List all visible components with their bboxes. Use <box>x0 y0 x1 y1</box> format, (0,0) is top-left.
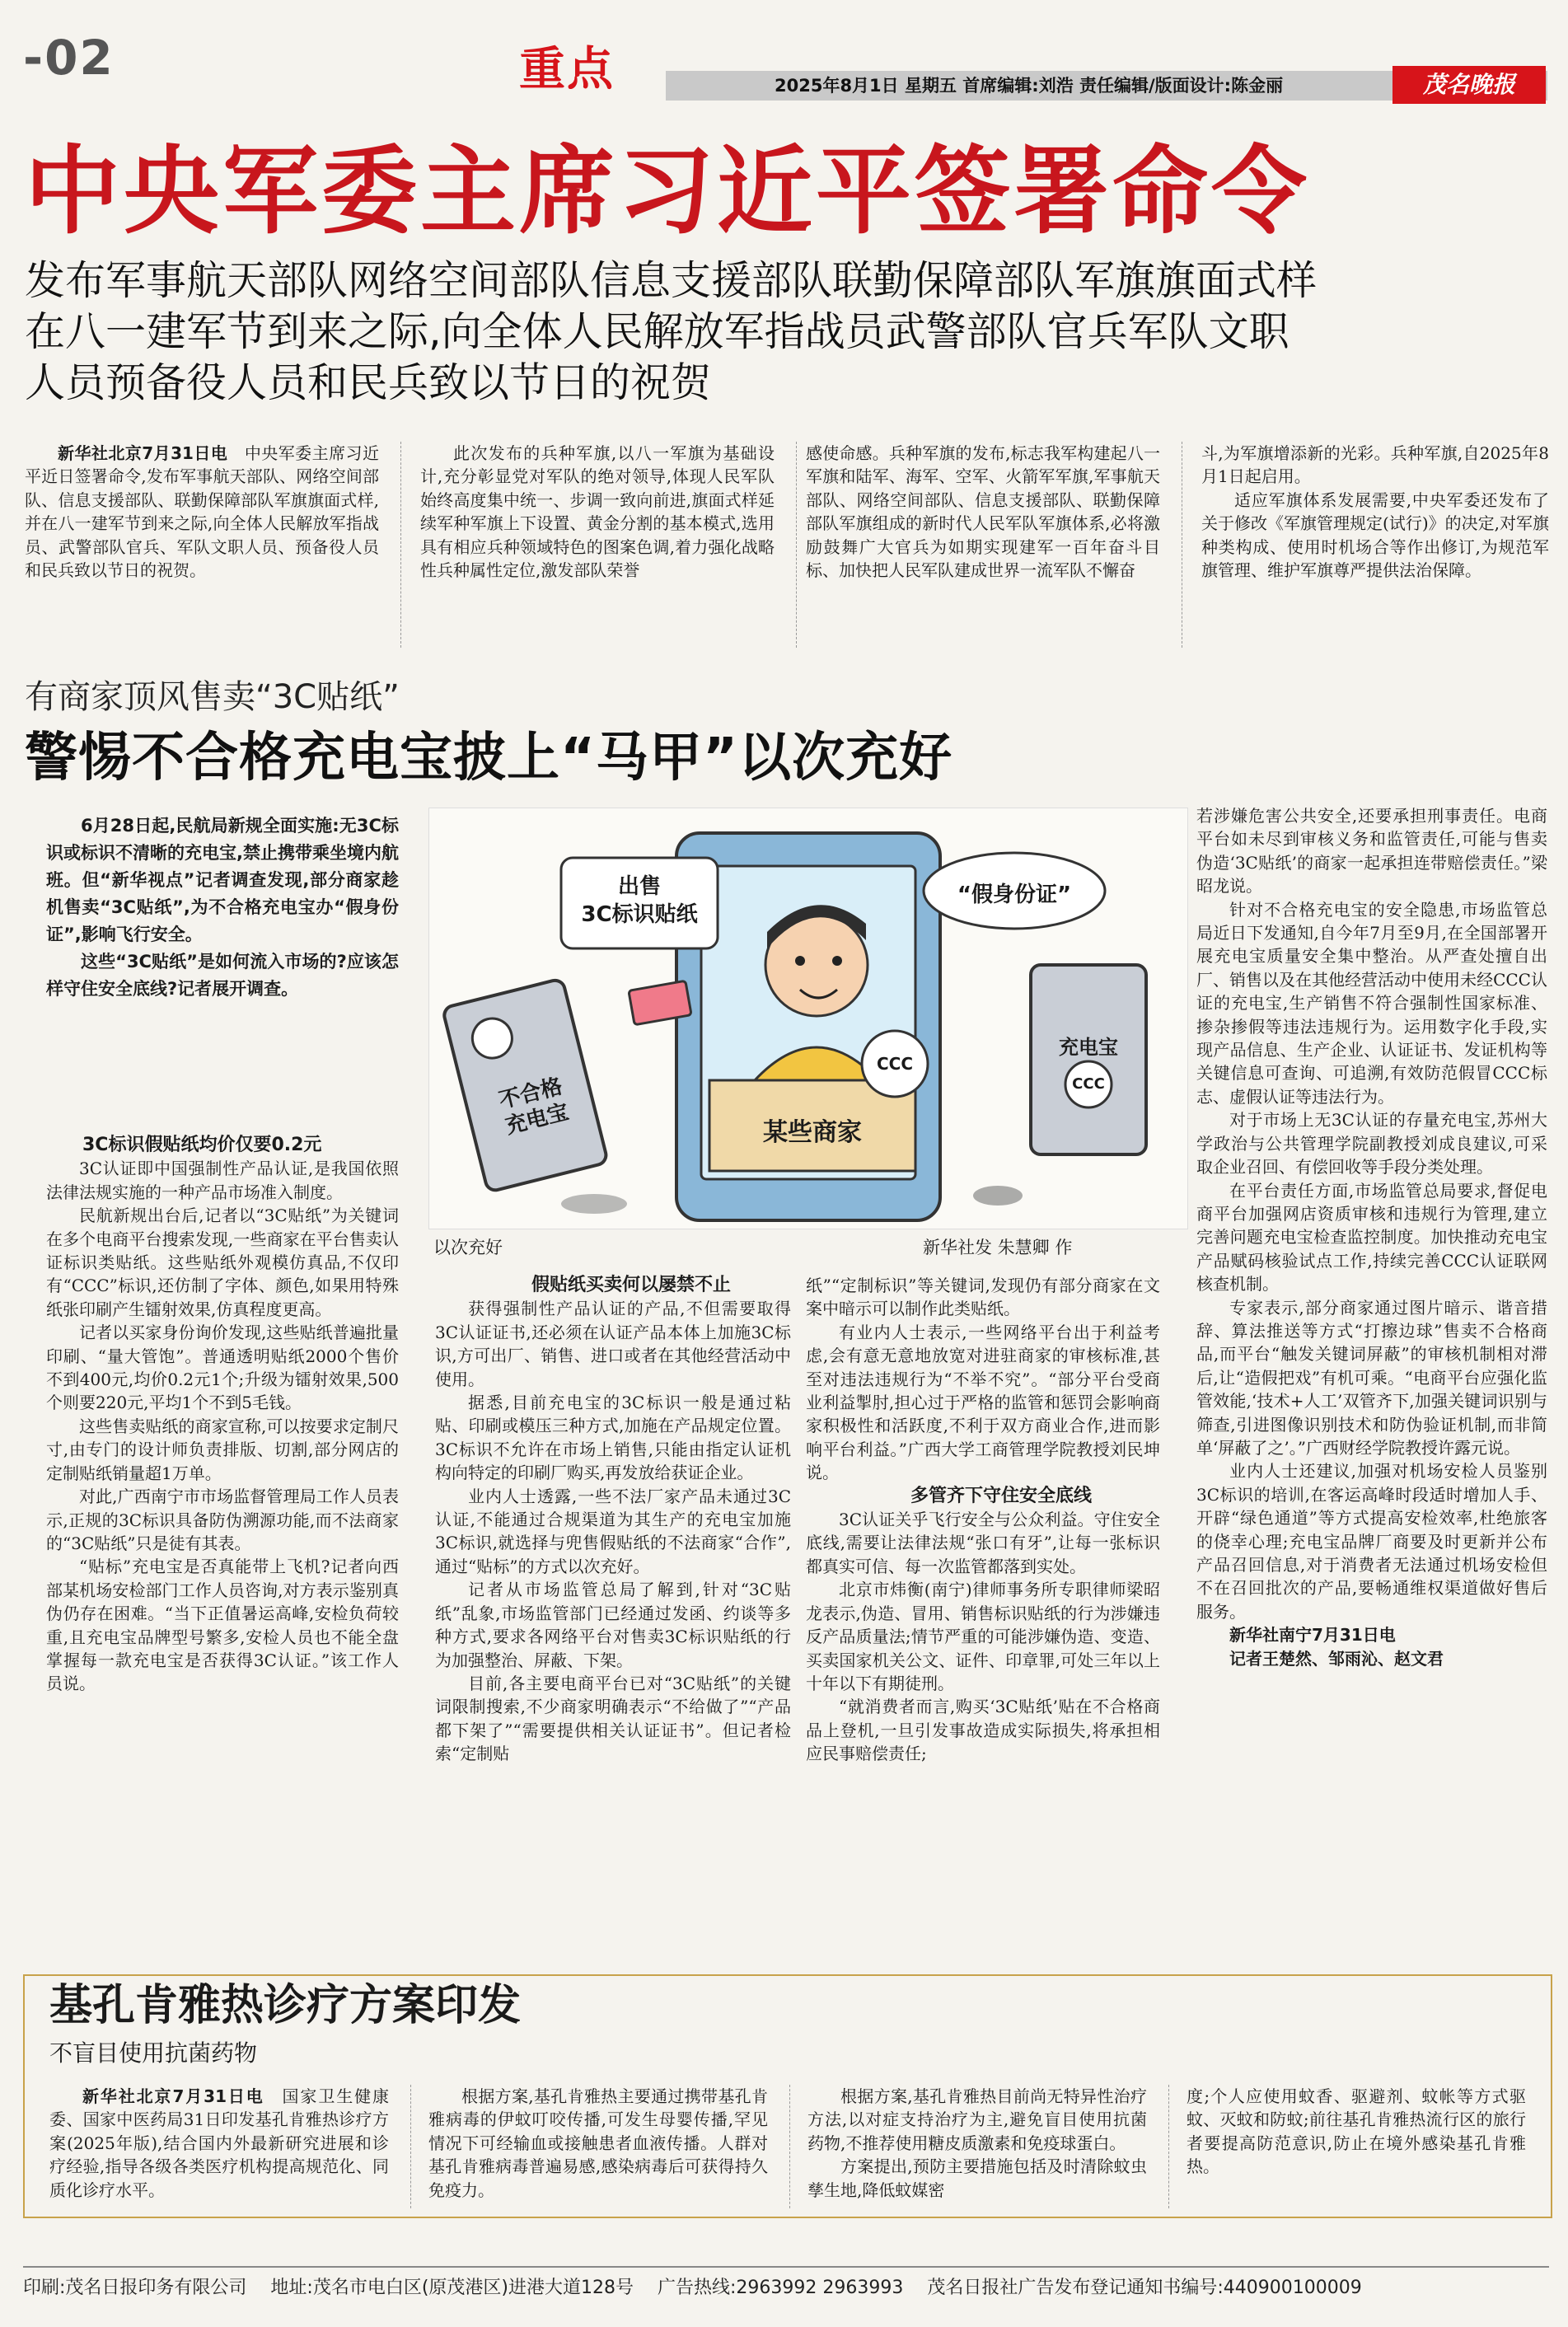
subhead-2: 假贴纸买卖何以屡禁不止 <box>531 1275 731 1295</box>
ccc-label-1: CCC <box>876 1054 914 1074</box>
cartoon-svg <box>429 808 1187 1229</box>
footer-ad-phone: 广告热线:2963992 2963993 <box>658 2278 904 2298</box>
article2-lead <box>46 812 399 1003</box>
para: “贴标”充电宝是否真能带上飞机?记者向西部某机场安检部门工作人员咨询,对方表示鉴别真伪仍存在困难。“当下正值暑运高峰,安检负荷较重,且充电宝品牌型号繁多,安检人员也不能全盘掌握每一款充电宝是否获得3C认证。”该工作人员说。 <box>46 1557 399 1694</box>
article2-headline: 警惕不合格充电宝披上“马甲”以次充好 <box>25 728 953 789</box>
dateline: 新华社北京7月31日电 <box>58 443 228 463</box>
para: 针对不合格充电宝的安全隐患,市场监管总局近日下发通知,自今年7月至9月,在全国部署开展充电宝质量安全集中整治。从严查处擅自出厂、销售以及在其他经营活动中使用未经CCC认证的充电宝,生产销售不符合强制性国家标准、掺杂掺假等违法违规行为。运用数字化手段,实现产品信息、生产企业、认证证书、发证机构等关键信息可查询、可追溯,有效防范假冒CCC标志、虚假认证等违法行为。 <box>1196 899 1547 1107</box>
pb-right-label: 充电宝 <box>1059 1036 1118 1059</box>
subheadline-2: 在八一建军节到来之际,向全体人民解放军指战员武警部队官兵军队文职 <box>25 308 1290 355</box>
lead-text-1: 6月28日起,民航局新规全面实施:无3C标识或标识不清晰的充电宝,禁止携带乘坐境内航班。但“新华视点”记者调查发现,部分商家趁机售卖“3C贴纸”,为不合格充电宝办“假身份证”,影响飞行安全。 <box>46 816 399 944</box>
ccc-label-2: CCC <box>1072 1075 1105 1093</box>
dateline-3: 新华社北京7月31日电 <box>82 2086 264 2106</box>
signoff-2: 记者王楚然、邹雨沁、赵文君 <box>1229 1648 1444 1669</box>
para: 根据方案,基孔肯雅热主要通过携带基孔肯雅病毒的伊蚊叮咬传播,可发生母婴传播,罕见情况下可经输血或接触患者血液传播。人群对基孔肯雅病毒普遍易感,感染病毒后可获得持久免疫力。 <box>428 2086 768 2200</box>
article1-text-3: 感使命感。兵种军旗的发布,标志我军构建起八一军旗和陆军、海军、空军、火箭军军旗,军事航天部队、网络空间部队、信息支援部队、联勤保障部队军旗组成的新时代人民军队军旗体系,必将激励鼓舞广大官兵为如期实现建军一百年奋斗目标、加快把人民军队建成世界一流军队不懈奋 <box>806 443 1160 581</box>
shop-label: 某些商家 <box>763 1118 862 1147</box>
lead-text-2: 这些“3C贴纸”是如何流入市场的?应该怎样守住安全底线?记者展开调查。 <box>46 952 399 999</box>
para: 纸”“定制标识”等关键词,发现仍有部分商家在文案中暗示可以制作此类贴纸。 <box>806 1276 1160 1319</box>
para: 业内人士还建议,加强对机场安检人员鉴别3C标识的培训,在客运高峰时段适时增加人手、开辟“绿色通道”等方式提高安检效率,杜绝旅客的侥幸心理;充电宝品牌厂商要及时更新并公布产品召回信息,对于消费者无法通过机场安检但不在召回批次的产品,要畅通维权渠道做好售后服务。 <box>1196 1461 1547 1622</box>
article3-col2 <box>428 2085 768 2202</box>
article1-text-1: 中央军委主席习近平近日签署命令,发布军事航天部队、网络空间部队、信息支援部队、联勤保障部队军旗旗面式样,并在八一建军节到来之际,向全体人民解放军指战员、武警部队官兵、军队文职人员、预备役人员和民兵致以节日的祝贺。 <box>25 443 380 581</box>
page-number: -02 <box>23 30 115 86</box>
illustration <box>428 808 1188 1229</box>
article2-col1 <box>46 1134 399 1696</box>
article2-kicker: 有商家顶风售卖“3C贴纸” <box>25 678 400 716</box>
para: 在平台责任方面,市场监管总局要求,督促电商平台加强网店资质审核和违规行为管理,建立完善问题充电宝检查监控制度。加快推动充电宝产品赋码核验试点工作,持续完善CCC认证联网核查机制。 <box>1196 1180 1547 1295</box>
article3-col4 <box>1187 2085 1526 2179</box>
footer <box>23 2276 1549 2301</box>
para: 度;个人应使用蚊香、驱避剂、蚊帐等方式驱蚊、灭蚊和防蚊;前往基孔肯雅热流行区的旅行者要提高防范意识,防止在境外感染基孔肯雅热。 <box>1187 2086 1526 2177</box>
sign-text: 出售 3C标识贴纸 <box>581 874 698 927</box>
para: 记者以买家身份询价发现,这些贴纸普遍批量印刷、“量大管饱”。普通透明贴纸2000个售价不到400元,均价0.2元1个;升级为镭射效果,500个则要220元,平均1个不到5毛钱。 <box>46 1323 399 1413</box>
article3-col1 <box>49 2085 389 2202</box>
footer-rule <box>23 2266 1549 2268</box>
article1-text-4b: 适应军旗体系发展需要,中央军委还发布了关于修改《军旗管理规定(试行)》的决定,对军旗种类构成、使用时机场合等作出修订,为规范军旗管理、维护军旗尊严提供法治保障。 <box>1201 489 1549 581</box>
bubble-text: “假身份证” <box>957 883 1072 907</box>
para: 若涉嫌危害公共安全,还要承担刑事责任。电商平台如未尽到审核义务和监管责任,可能与售卖伪造‘3C贴纸’的商家一起承担连带赔偿责任。”梁昭龙说。 <box>1196 806 1547 897</box>
article3-subtitle: 不盲目使用抗菌药物 <box>49 2039 258 2067</box>
para: 据悉,目前充电宝的3C标识一般是通过粘贴、印刷或模压三种方式,加施在产品规定位置。3C标识不允许在市场上销售,只能由指定认证机构向特定的印刷厂购买,再发放给获证企业。 <box>435 1393 791 1483</box>
para: 3C认证即中国强制性产品认证,是我国依照法律法规实施的一种产品市场准入制度。 <box>46 1159 399 1202</box>
article3-title: 基孔肯雅热诊疗方案印发 <box>49 1981 522 2030</box>
subheadline-3: 人员预备役人员和民兵致以节日的祝贺 <box>25 359 712 406</box>
para: 业内人士透露,一些不法厂家产品未通过3C认证,不能通过合规渠道为其生产的充电宝加施3C标识,就选择与兜售假贴纸的不法商家“合作”,通过“贴标”的方式以次充好。 <box>435 1486 791 1576</box>
caption-right: 新华社发 朱慧卿 作 <box>923 1238 1073 1257</box>
pb-left-label: 不合格 充电宝 <box>496 1074 572 1140</box>
subheadline-1: 发布军事航天部队网络空间部队信息支援部队联勤保障部队军旗旗面式样 <box>25 257 1318 304</box>
powerbank-right <box>1031 965 1146 1154</box>
para: 方案提出,预防主要措施包括及时清除蚊虫孳生地,降低蚊媒密 <box>807 2156 1147 2200</box>
article1-text-4a: 斗,为军旗增添新的光彩。兵种军旗,自2025年8月1日起启用。 <box>1201 443 1549 487</box>
paper-logo: 茂名晚报 <box>1392 66 1546 104</box>
para: 这些售卖贴纸的商家宣称,可以按要求定制尺寸,由专门的设计师负责排版、切割,部分网店的定制贴纸销量超1万单。 <box>46 1416 399 1483</box>
article2-col4 <box>1196 804 1547 1670</box>
para: 根据方案,基孔肯雅热目前尚无特异性治疗方法,以对症支持治疗为主,避免盲目使用抗菌药物,不推荐使用糖皮质激素和免疫球蛋白。 <box>807 2086 1147 2153</box>
article3-col3 <box>807 2085 1147 2202</box>
para: 民航新规出台后,记者以“3C贴纸”为关键词在多个电商平台搜索发现,一些商家在平台售卖认证标识类贴纸。这些贴纸外观模仿真品,不仅印有“CCC”标识,还仿制了字体、颜色,如果用特殊纸张印刷产生镭射效果,仿真程度更高。 <box>46 1206 399 1319</box>
para: 记者从市场监管总局了解到,针对“3C贴纸”乱象,市场监管部门已经通过发函、约谈等多种方式,要求各网络平台对售卖3C标识贴纸的行为加强整治、屏蔽、下架。 <box>435 1580 791 1670</box>
para: 3C认证关乎飞行安全与公众利益。守住安全底线,需要让法律法规“张口有牙”,让每一张标识都真实可信、每一次监管都落到实处。 <box>806 1510 1160 1576</box>
para: 北京市炜衡(南宁)律师事务所专职律师梁昭龙表示,伪造、冒用、销售标识贴纸的行为涉嫌违反产品质量法;情节严重的可能涉嫌伪造、变造、买卖国家机关公文、证件、印章罪,可处三年以上十年以下有期徒刑。 <box>806 1580 1160 1693</box>
footer-address: 地址:茂名市电白区(原茂港区)进港大道128号 <box>270 2278 634 2298</box>
subhead-3: 多管齐下守住安全底线 <box>910 1485 1092 1506</box>
article1-col2 <box>420 442 775 582</box>
subhead-1: 3C标识假贴纸均价仅要0.2元 <box>82 1135 322 1155</box>
footer-printer: 印刷:茂名日报印务有限公司 <box>23 2278 247 2298</box>
article1-col1 <box>25 442 379 582</box>
para: “就消费者而言,购买‘3C贴纸’贴在不合格商品上登机,一旦引发事故造成实际损失,将承担相应民事赔偿责任; <box>806 1697 1160 1764</box>
footer-license: 茂名日报社广告发布登记通知书编号:440900100009 <box>927 2278 1362 2298</box>
headline-main: 中央军委主席习近平签署命令 <box>25 136 1310 247</box>
article1-text-2: 此次发布的兵种军旗,以八一军旗为基础设计,充分彰显党对军队的绝对领导,体现人民军队始终高度集中统一、步调一致向前进,旗面式样延续军种军旗上下设置、黄金分割的基本模式,选用具有相应兵种领域特色的图案色调,着力强化战略性兵种属性定位,激发部队荣誉 <box>420 443 775 581</box>
para: 国家卫生健康委、国家中医药局31日印发基孔肯雅热诊疗方案(2025年版),结合国内外最新研究进展和诊疗经验,指导各级各类医疗机构提高规范化、同质化诊疗水平。 <box>49 2086 389 2200</box>
para: 有业内人士表示,一些网络平台出于利益考虑,会有意无意地放宽对进驻商家的审核标准,甚至对违法违规行为“不举不究”。“部分平台受商业利益掣肘,担心过于严格的监管和惩罚会影响商家积极性和活跃度,不利于双方商业合作,进而影响平台利益。”广西大学工商管理学院教授刘民坤说。 <box>806 1322 1160 1483</box>
signoff-1: 新华社南宁7月31日电 <box>1229 1625 1396 1646</box>
article1-col3 <box>806 442 1160 582</box>
article2-col2 <box>435 1274 791 1766</box>
para: 获得强制性产品认证的产品,不但需要取得3C认证证书,还必须在认证产品本体上加施3C标识,方可出厂、销售、进口或者在其他经营活动中使用。 <box>435 1299 791 1389</box>
section-tag: 重点 <box>519 43 615 96</box>
article2-col3 <box>806 1274 1160 1766</box>
para: 目前,各主要电商平台已对“3C贴纸”的关键词限制搜索,不少商家明确表示“不给做了”“产品都下架了”“需要提供相关认证证书”。但记者检索“定制贴 <box>435 1673 791 1764</box>
para: 对此,广西南宁市市场监督管理局工作人员表示,正规的3C标识具备防伪溯源功能,而不法商家的“3C贴纸”只是徒有其表。 <box>46 1487 399 1553</box>
para: 专家表示,部分商家通过图片暗示、谐音措辞、算法推送等方式“打擦边球”售卖不合格商品,而平台“触发关键词屏蔽”的审核机制相对滞后,让“造假把戏”有机可乘。“电商平台应强化监管效能,‘技术+人工’双管齐下,加强关键词识别与筛查,引进图像识别技术和防伪验证机制,而非简单‘屏蔽了之’。”广西财经学院教授许露元说。 <box>1196 1297 1547 1458</box>
para: 对于市场上无3C认证的存量充电宝,苏州大学政治与公共管理学院副教授刘成良建议,可采取企业召回、有偿回收等手段分类处理。 <box>1196 1110 1547 1178</box>
article1-col4 <box>1201 442 1549 582</box>
header-meta: 2025年8月1日 星期五 首席编辑:刘浩 责任编辑/版面设计:陈金丽 <box>775 76 1284 96</box>
caption-left: 以次充好 <box>433 1238 503 1257</box>
